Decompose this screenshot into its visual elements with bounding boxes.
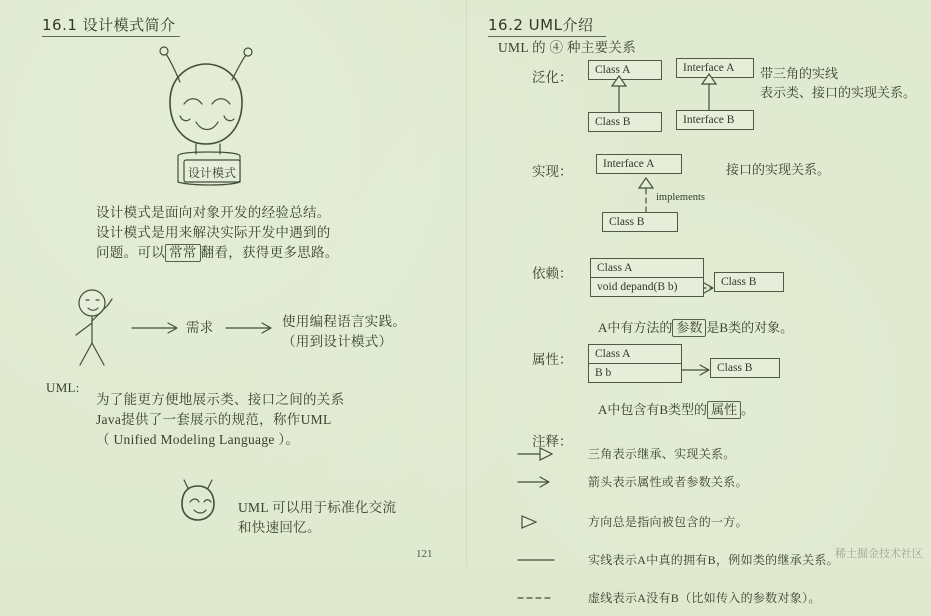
figure-label: 设计模式: [187, 165, 236, 180]
paragraph-uml: [96, 390, 426, 450]
uml-box-class-b-real: Class B: [602, 212, 678, 232]
paragraph-design-pattern: [96, 203, 406, 263]
uml-paragraph-line-3: （ Unified Modeling Language ）。: [96, 432, 300, 447]
paragraph-line-3b: 翻看，获得更多思路。: [200, 245, 339, 260]
note-realization: 接口的实现关系。: [726, 162, 831, 177]
uml-box-class-b-dep: Class B: [714, 272, 784, 292]
note-generalization-line-2: 表示类、接口的实现关系。: [760, 85, 917, 100]
legend-item-triangle-arrow: [492, 444, 922, 472]
edge-label-implements: implements: [656, 192, 705, 203]
robot-caption-line-1: UML 可以用于标准化交流: [238, 500, 397, 515]
flow-result-line2: （用到设计模式）: [282, 334, 393, 349]
uml-box-class-a-assoc-field: B b: [595, 367, 612, 379]
legend-item-line-arrow: [492, 472, 922, 500]
section-title-16-2-text: 16.2 UML介绍: [488, 16, 594, 34]
uml-box-interface-a-real: Interface A: [596, 154, 682, 174]
uml-box-class-a-dep-method: void depand(B b): [597, 281, 678, 293]
hollow-triangle-icon: [514, 514, 574, 530]
uml-label: UML:: [46, 380, 80, 395]
uml-paragraph-line-2: Java提供了一套展示的规范，称作UML: [96, 412, 332, 427]
note-generalization: [760, 64, 916, 102]
person-doodle: [62, 285, 132, 365]
hollow-triangle-arrow-icon: [514, 446, 574, 462]
uml-box-class-a-assoc-name: Class A: [589, 345, 681, 364]
note-association-suffix: 。: [741, 402, 755, 417]
paragraph-line-2: 设计模式是用来解决实际开发中遇到的: [96, 225, 331, 240]
page-number: 121: [416, 548, 433, 560]
note-dependency: [598, 318, 793, 337]
uml-box-class-a-assoc: [588, 344, 682, 383]
robot-doodle: [168, 472, 228, 532]
flow-need: 需求: [186, 320, 214, 335]
robot-caption-line-2: 和快速回忆。: [238, 520, 321, 535]
note-dependency-suffix: 是B类的对象。: [706, 320, 794, 335]
note-association: [598, 400, 754, 419]
section-title-16-2: [488, 14, 593, 35]
legend-text-2: 箭头表示属性或者参数关系。: [588, 475, 748, 489]
uml-box-interface-a-gen: Interface A: [676, 58, 754, 78]
uml-box-class-a-dep: [590, 258, 704, 297]
uml-subtitle: UML 的 ④ 种主要关系: [498, 40, 637, 55]
relation-label-generalization: 泛化：: [532, 70, 573, 85]
line-arrow-icon: [514, 474, 574, 490]
flow-result-line1: 使用编程语言实践。: [282, 314, 407, 329]
note-association-prefix: A中包含有B类型的: [598, 402, 708, 417]
uml-box-interface-b-gen: Interface B: [676, 110, 754, 130]
note-generalization-line-1: 带三角的实线: [760, 66, 839, 81]
alien-doodle: [140, 42, 270, 197]
solid-line-icon: [514, 552, 574, 568]
legend-text-1: 三角表示继承、实现关系。: [588, 447, 736, 461]
legend-text-4: 实线表示A中真的拥有B，例如类的继承关系。: [588, 553, 839, 567]
note-association-boxed: 属性: [707, 401, 741, 419]
uml-box-class-b-assoc: Class B: [710, 358, 780, 378]
note-dependency-boxed: 参数: [672, 319, 706, 337]
legend-title: 注释：: [532, 434, 573, 449]
legend-item-dashed-line: [492, 588, 922, 616]
title-underline: [42, 36, 180, 37]
relation-label-association: 属性：: [532, 352, 573, 367]
uml-box-class-a-dep-name: Class A: [591, 259, 703, 278]
paragraph-line-3a: 问题。可以: [96, 245, 165, 260]
highlight-boxed-word: 常常: [165, 244, 201, 262]
left-column: [0, 0, 470, 567]
title-underline-2: [488, 36, 606, 37]
legend-text-3: 方向总是指向被包含的一方。: [588, 515, 748, 529]
right-column: [470, 0, 931, 605]
section-title-16-1-text: 16.1 设计模式简介: [42, 16, 176, 34]
section-title-16-1: [42, 14, 176, 35]
note-dependency-prefix: A中有方法的: [598, 320, 673, 335]
uml-paragraph-line-1: 为了能更方便地展示类、接口之间的关系: [96, 392, 345, 407]
dashed-line-icon: [514, 590, 574, 606]
uml-box-class-b-gen: Class B: [588, 112, 662, 132]
legend-text-5: 虚线表示A没有B（比如传入的参数对象）。: [588, 591, 821, 605]
relation-label-realization: 实现：: [532, 164, 573, 179]
legend-item-hollow-triangle: [492, 512, 922, 540]
robot-caption: [238, 498, 438, 538]
uml-box-class-a-gen: Class A: [588, 60, 662, 80]
paragraph-line-1: 设计模式是面向对象开发的经验总结。: [96, 205, 331, 220]
relation-label-dependency: 依赖：: [532, 266, 573, 281]
watermark: 稀土掘金技术社区: [835, 548, 923, 560]
